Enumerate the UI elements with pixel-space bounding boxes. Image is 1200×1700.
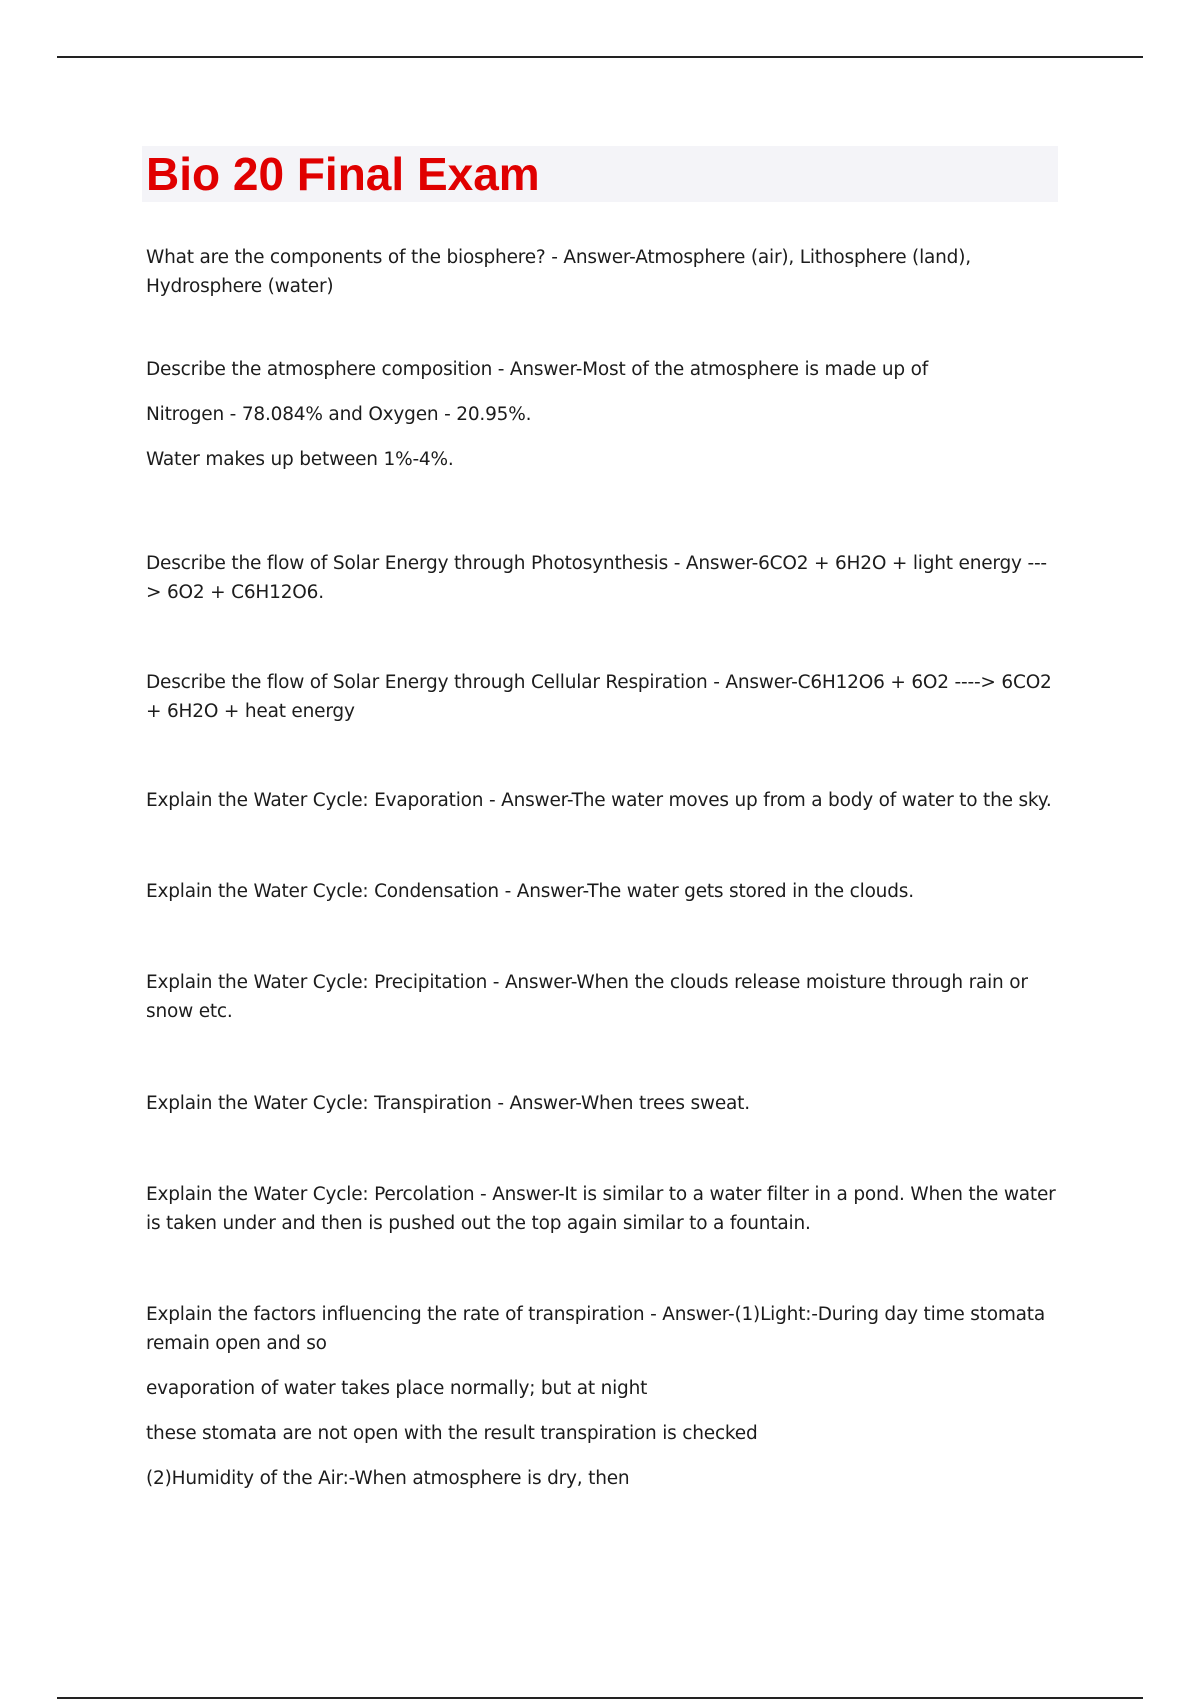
qa-text: Nitrogen - 78.084% and Oxygen - 20.95%. <box>146 404 532 425</box>
footer-rule <box>57 1697 1143 1699</box>
header-rule <box>57 56 1143 58</box>
qa-text: Explain the Water Cycle: Evaporation - Answer-The water moves up from a body of water to the sky. <box>146 790 1052 811</box>
qa-text: Explain the factors influencing the rate of transpiration - Answer-(1)Light:-During day time stomata remain open and so <box>146 1304 1045 1354</box>
qa-text: Describe the flow of Solar Energy through Cellular Respiration - Answer-C6H12O6 + 6O2 ----> 6CO2 + 6H2O + heat energy <box>146 672 1052 722</box>
qa-item-photosynthesis <box>146 549 1056 607</box>
qa-item-evaporation <box>146 786 1056 815</box>
qa-text: Describe the flow of Solar Energy through Photosynthesis - Answer-6CO2 + 6H2O + light energy ---> 6O2 + C6H12O6. <box>146 553 1047 603</box>
qa-item-respiration <box>146 668 1056 726</box>
qa-item-atmosphere <box>146 355 1056 474</box>
qa-text: What are the components of the biosphere? - Answer-Atmosphere (air), Lithosphere (land), Hydrosphere (water) <box>146 247 971 297</box>
qa-item-transpiration <box>146 1089 1056 1118</box>
qa-item-precipitation <box>146 968 1056 1026</box>
qa-item-percolation <box>146 1180 1056 1238</box>
qa-text: (2)Humidity of the Air:-When atmosphere is dry, then <box>146 1468 630 1489</box>
qa-text: Explain the Water Cycle: Transpiration - Answer-When trees sweat. <box>146 1093 750 1114</box>
qa-text: evaporation of water takes place normally; but at night <box>146 1378 648 1399</box>
qa-item-condensation <box>146 877 1056 906</box>
qa-text: these stomata are not open with the result transpiration is checked <box>146 1423 758 1444</box>
qa-item-biosphere <box>146 243 1056 301</box>
qa-text: Explain the Water Cycle: Precipitation - Answer-When the clouds release moisture through rain or snow etc. <box>146 972 1028 1022</box>
qa-text: Water makes up between 1%-4%. <box>146 449 454 470</box>
qa-text: Explain the Water Cycle: Condensation - Answer-The water gets stored in the clouds. <box>146 881 914 902</box>
qa-text: Explain the Water Cycle: Percolation - Answer-It is similar to a water filter in a pond. When the water is taken under and then is pushed out the top again similar to a fountain. <box>146 1184 1056 1234</box>
qa-item-transpiration-factors <box>146 1300 1056 1493</box>
qa-text: Describe the atmosphere composition - Answer-Most of the atmosphere is made up of <box>146 359 929 380</box>
document-title: Bio 20 Final Exam <box>146 148 540 200</box>
